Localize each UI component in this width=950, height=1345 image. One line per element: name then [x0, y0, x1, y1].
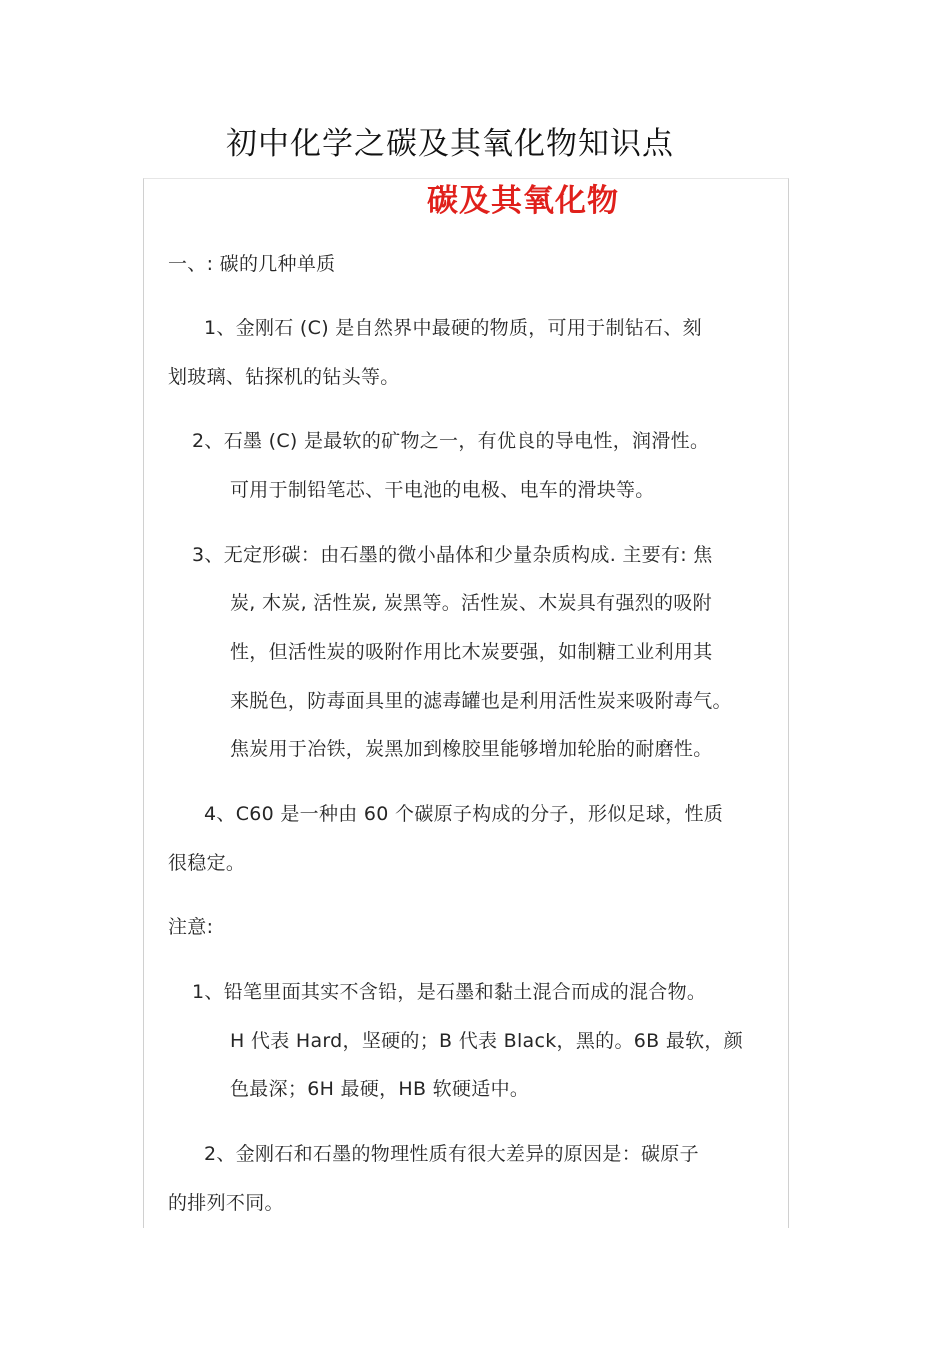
note1-line3: 色最深；6H 最硬，HB 软硬适中。: [230, 1078, 530, 1100]
item3-line4: 来脱色，防毒面具里的滤毒罐也是利用活性炭来吸附毒气。: [230, 690, 732, 712]
figure-heading: 碳及其氧化物: [427, 183, 619, 219]
embedded-notes-image: [143, 178, 789, 1228]
item2-line2: 可用于制铅笔芯、干电池的电极、电车的滑块等。: [230, 479, 655, 501]
item1-line1: 1、金刚石 (C) 是自然界中最硬的物质，可用于制钻石、刻: [204, 317, 702, 339]
item4-line1: 4、C60 是一种由 60 个碳原子构成的分子，形似足球，性质: [204, 803, 724, 825]
item3-line5: 焦炭用于冶铁，炭黑加到橡胶里能够增加轮胎的耐磨性。: [230, 738, 713, 760]
note2-line1: 2、金刚石和石墨的物理性质有很大差异的原因是：碳原子: [204, 1143, 699, 1165]
note-heading: 注意:: [168, 916, 214, 938]
item3-line3: 性，但活性炭的吸附作用比木炭要强，如制糖工业利用其: [230, 641, 713, 663]
item4-line2: 很稳定。: [168, 852, 246, 874]
document-title: 初中化学之碳及其氧化物知识点: [226, 126, 674, 162]
note1-line2: H 代表 Hard，坚硬的；B 代表 Black，黑的。6B 最软，颜: [230, 1030, 744, 1052]
note1-line1: 1、铅笔里面其实不含铅，是石墨和黏土混合而成的混合物。: [192, 981, 707, 1003]
section-heading: 一、: 碳的几种单质: [168, 253, 336, 275]
item3-line1: 3、无定形碳：由石墨的微小晶体和少量杂质构成. 主要有: 焦: [192, 544, 713, 566]
item3-line2: 炭, 木炭, 活性炭, 炭黑等。活性炭、木炭具有强烈的吸附: [230, 592, 712, 614]
item2-line1: 2、石墨 (C) 是最软的矿物之一，有优良的导电性，润滑性。: [192, 430, 710, 452]
item1-line2: 划玻璃、钻探机的钻头等。: [168, 366, 400, 388]
note2-line2: 的排列不同。: [168, 1192, 284, 1214]
